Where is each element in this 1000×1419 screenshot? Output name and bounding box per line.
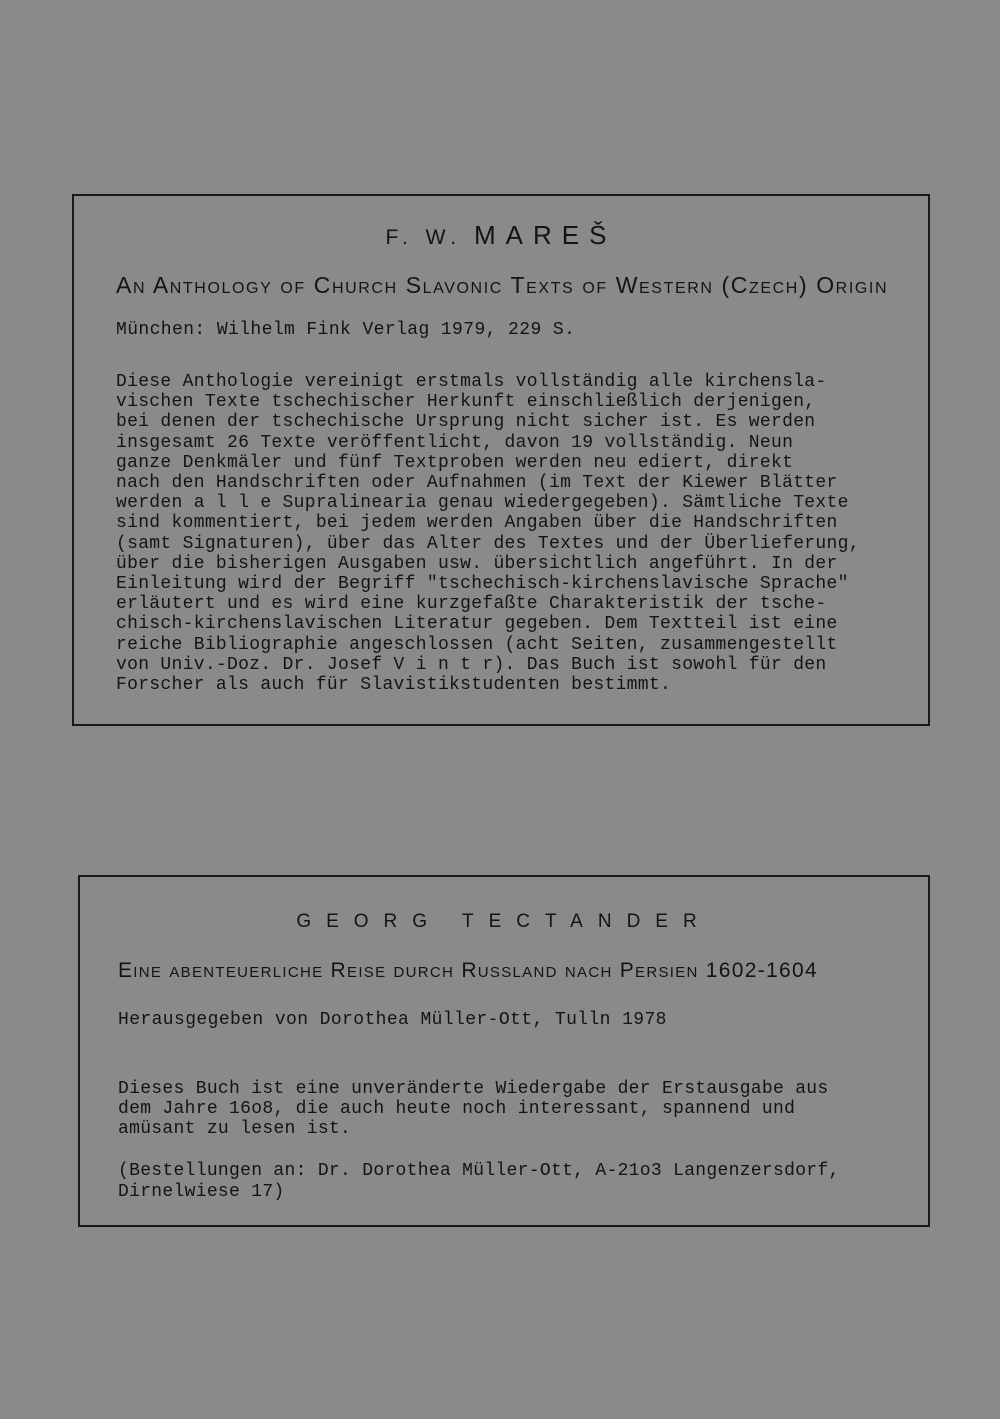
review-box-tectander xyxy=(78,875,930,1227)
author-surname: MAREŠ xyxy=(474,220,617,250)
review-text: Diese Anthologie vereinigt erstmals vollständig alle kirchensla- vischen Texte tschechischer Herkunft einschließlich derjenigen, bei denen der tschechische Ursprung nicht sicher ist. Es werden insgesamt 26 Texte veröffentlicht, davon 19 vollständig. Neun ganze Denkmäler und fünf Textproben werden neu ediert, direkt nach den Handschriften oder Aufnahmen (im Text der Kiewer Blätter werden a l l e Supralinearia genau wiedergegeben). Sämtliche Texte sind kommentiert, bei jedem werden Angaben über die Handschriften (samt Signaturen), über das Alter des Textes und der Überlieferung, über die bisherigen Ausgaben usw. übersichtlich angeführt. In der Einleitung wird der Begriff "tschechisch-kirchenslavische Sprache" erläutert und es wird eine kurzgefaßte Charakteristik der tsche- chisch-kirchenslavischen Literatur gegeben. Dem Textteil ist eine reiche Bibliographie angeschlossen (acht Seiten, zusammengestellt von Univ.-Doz. Dr. Josef V i n t r). Das Buch ist sowohl für den Forscher als auch für Slavistikstudenten bestimmt. xyxy=(116,372,860,696)
order-note: (Bestellungen an: Dr. Dorothea Müller-Ott, A-21o3 Langenzersdorf, Dirnelwiese 17) xyxy=(118,1161,840,1202)
review-author xyxy=(74,220,928,251)
publication-info: Herausgegeben von Dorothea Müller-Ott, Tulln 1978 xyxy=(118,1010,667,1030)
book-title: Eine abenteuerliche Reise durch Russland nach Persien 1602-1604 xyxy=(118,959,818,982)
review-box-mares xyxy=(72,194,930,726)
publication-info: München: Wilhelm Fink Verlag 1979, 229 S. xyxy=(116,320,576,340)
review-text: Dieses Buch ist eine unveränderte Wiedergabe der Erstausgabe aus dem Jahre 16o8, die auch heute noch interessant, spannend und amüsant zu lesen ist. xyxy=(118,1079,829,1140)
author-initials: F. W. xyxy=(385,226,475,249)
review-author: GEORG TECTANDER xyxy=(296,911,712,932)
book-title: An Anthology of Church Slavonic Texts of Western (Czech) Origin xyxy=(116,272,889,298)
